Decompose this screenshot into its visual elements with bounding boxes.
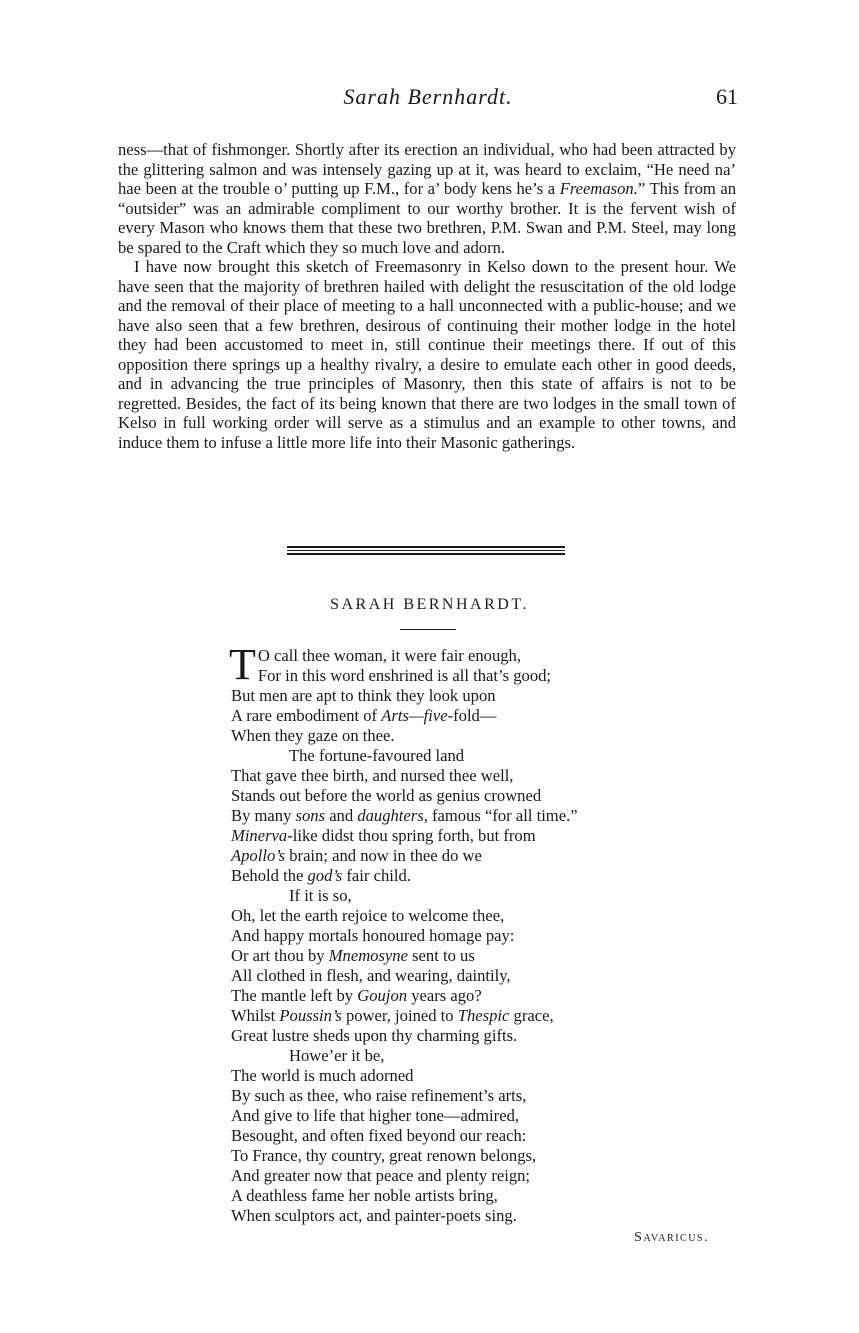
paragraph-1-italic: Freemason. xyxy=(559,179,638,198)
poem-line-text: sent to us xyxy=(407,946,475,965)
poem-signature: Savaricus. xyxy=(634,1230,709,1245)
poem-line xyxy=(231,766,691,786)
poem-line-text: -fold— xyxy=(447,706,497,725)
poem-line-text: The mantle left by xyxy=(231,986,358,1005)
poem-line-text: And happy mortals honoured homage pay: xyxy=(231,926,515,945)
paragraph-2: I have now brought this sketch of Freemasonry in Kelso down to the present hour. We have seen that the majority of brethren hailed with delight the resuscitation of the old lodge and the removal of their place of meeting to a hall unconnected with a public-house; and we have also seen that a few brethren, desirous of continuing their mother lodge in the hotel they had been accustomed to meet in, still continue their meetings there. If out of this opposition there springs up a healthy rivalry, a desire to emulate each other in good deeds, and in advancing the true principles of Masonry, then this state of affairs is not to be regretted. Besides, the fact of its being known that there are two lodges in the small town of Kelso in full working order will serve as a stimulus and an example to other towns, and induce them to infuse a little more life into their Masonic gatherings. xyxy=(118,257,736,452)
poem-line xyxy=(231,1166,691,1186)
poem-line-text: By such as thee, who raise refinement’s arts, xyxy=(231,1086,527,1105)
poem-line-text: Whilst xyxy=(231,1006,280,1025)
drop-cap: T xyxy=(229,640,256,689)
poem-line-text: Besought, and often fixed beyond our reach: xyxy=(231,1126,527,1145)
poem-line xyxy=(231,806,691,826)
poem-line-italic: Minerva xyxy=(231,826,288,845)
poem-line xyxy=(231,986,691,1006)
poem-line-text: -like didst thou spring forth, but from xyxy=(287,826,536,845)
paragraph-1 xyxy=(118,140,736,257)
poem-line-italic: Poussin’s xyxy=(279,1006,342,1025)
poem-line xyxy=(231,946,691,966)
poem-line-italic: daughters, xyxy=(357,806,428,825)
poem-line xyxy=(231,866,691,886)
poem-line-text: A deathless fame her noble artists bring, xyxy=(231,1186,498,1205)
poem-line-italic: Mnemosyne xyxy=(328,946,408,965)
poem-line-text: years ago? xyxy=(407,986,482,1005)
poem-line-text: Or art thou by xyxy=(231,946,329,965)
poem-line-text: power, joined to xyxy=(341,1006,458,1025)
poem-line-text: O call thee woman, it were fair enough, xyxy=(257,646,521,665)
poem-line-text: grace, xyxy=(509,1006,554,1025)
poem-line-text: Stands out before the world as genius crowned xyxy=(231,786,542,805)
poem-line xyxy=(231,906,691,926)
poem-line-text: If it is so, xyxy=(289,886,352,905)
poem-line xyxy=(231,1026,691,1046)
poem-line-text: That gave thee birth, and nursed thee well, xyxy=(231,766,514,785)
poem-line-text: Howe’er it be, xyxy=(289,1046,385,1065)
poem-line-text: fair child. xyxy=(342,866,411,885)
poem-line xyxy=(231,966,691,986)
poem-body xyxy=(229,640,691,1226)
poem-line-text: and xyxy=(325,806,358,825)
title-underline-rule xyxy=(400,629,456,630)
poem-line-italic: sons xyxy=(295,806,326,825)
page-number: 61 xyxy=(716,84,738,109)
poem-line-text: The world is much adorned xyxy=(231,1066,414,1085)
divider-rule-thick xyxy=(287,546,565,548)
poem-line-italic: Thespic xyxy=(457,1006,510,1025)
poem-line-italic: god’s xyxy=(307,866,343,885)
poem-line-text: When sculptors act, and painter-poets sing. xyxy=(231,1206,517,1225)
poem-line xyxy=(231,686,691,706)
poem-line-text: All clothed in flesh, and wearing, daintily, xyxy=(231,966,511,985)
poem-line-italic: Arts—five xyxy=(381,706,448,725)
divider-rule-thick-2 xyxy=(287,553,565,555)
poem-line-text: And greater now that peace and plenty reign; xyxy=(231,1166,531,1185)
poem-line-text: By many xyxy=(231,806,296,825)
poem-line xyxy=(231,1146,691,1166)
poem-line xyxy=(231,846,691,866)
poem-line-text: When they gaze on thee. xyxy=(231,726,395,745)
poem-line-text: The fortune-favoured land xyxy=(289,746,465,765)
paragraph-1-text-b: ” This from an “outsider” was an admirable compliment to our worthy brother. It is the fervent wish of every Mason who knows them that these two brethren, P.M. Swan and P.M. Steel, may long be spared to the Craft which they so much love and adorn. xyxy=(118,179,736,257)
poem-line xyxy=(231,886,691,906)
poem-line xyxy=(231,1086,691,1106)
divider-rule-thin xyxy=(287,550,565,551)
page-header xyxy=(118,84,738,118)
poem-line-italic: Goujon xyxy=(357,986,408,1005)
poem-line-text: To France, thy country, great renown belongs, xyxy=(231,1146,537,1165)
poem-line xyxy=(231,1206,691,1226)
poem-line-text: brain; and now in thee do we xyxy=(285,846,482,865)
running-title: Sarah Bernhardt. xyxy=(343,84,513,109)
poem-line-text: famous “for all time.” xyxy=(427,806,578,825)
poem-title: SARAH BERNHARDT. xyxy=(330,596,529,613)
poem-line-text: For in this word enshrined is all that’s good; xyxy=(257,666,552,685)
poem-line-text: Oh, let the earth rejoice to welcome thee, xyxy=(231,906,505,925)
poem-line xyxy=(231,1006,691,1026)
poem-line-italic: Apollo’s xyxy=(231,846,286,865)
section-divider xyxy=(287,546,565,557)
article-body xyxy=(118,140,736,452)
poem-line xyxy=(231,726,691,746)
poem-line-text: But men are apt to think they look upon xyxy=(231,686,496,705)
poem-line-text: A rare embodiment of xyxy=(231,706,382,725)
poem-line-text: And give to life that higher tone—admired, xyxy=(231,1106,520,1125)
poem-line xyxy=(231,1106,691,1126)
poem-line xyxy=(231,1046,691,1066)
poem-line xyxy=(231,1066,691,1086)
poem-line xyxy=(231,746,691,766)
poem-line xyxy=(231,1186,691,1206)
poem-line xyxy=(231,666,691,686)
poem-line xyxy=(231,826,691,846)
poem-line xyxy=(231,926,691,946)
poem-line xyxy=(231,706,691,726)
poem-line xyxy=(231,1126,691,1146)
poem-line xyxy=(231,786,691,806)
paragraph-1-text-a: ness—that of fishmonger. Shortly after its erection an individual, who had been attracted by the glittering salmon and was intensely gazing up at it, was heard to exclaim, “He need na’ hae been at the trouble o’ putting up F.M., for a’ body kens he’s a xyxy=(118,140,736,198)
poem-line-text: Behold the xyxy=(231,866,308,885)
poem-line xyxy=(231,646,691,666)
poem-line-text: Great lustre sheds upon thy charming gifts. xyxy=(231,1026,518,1045)
